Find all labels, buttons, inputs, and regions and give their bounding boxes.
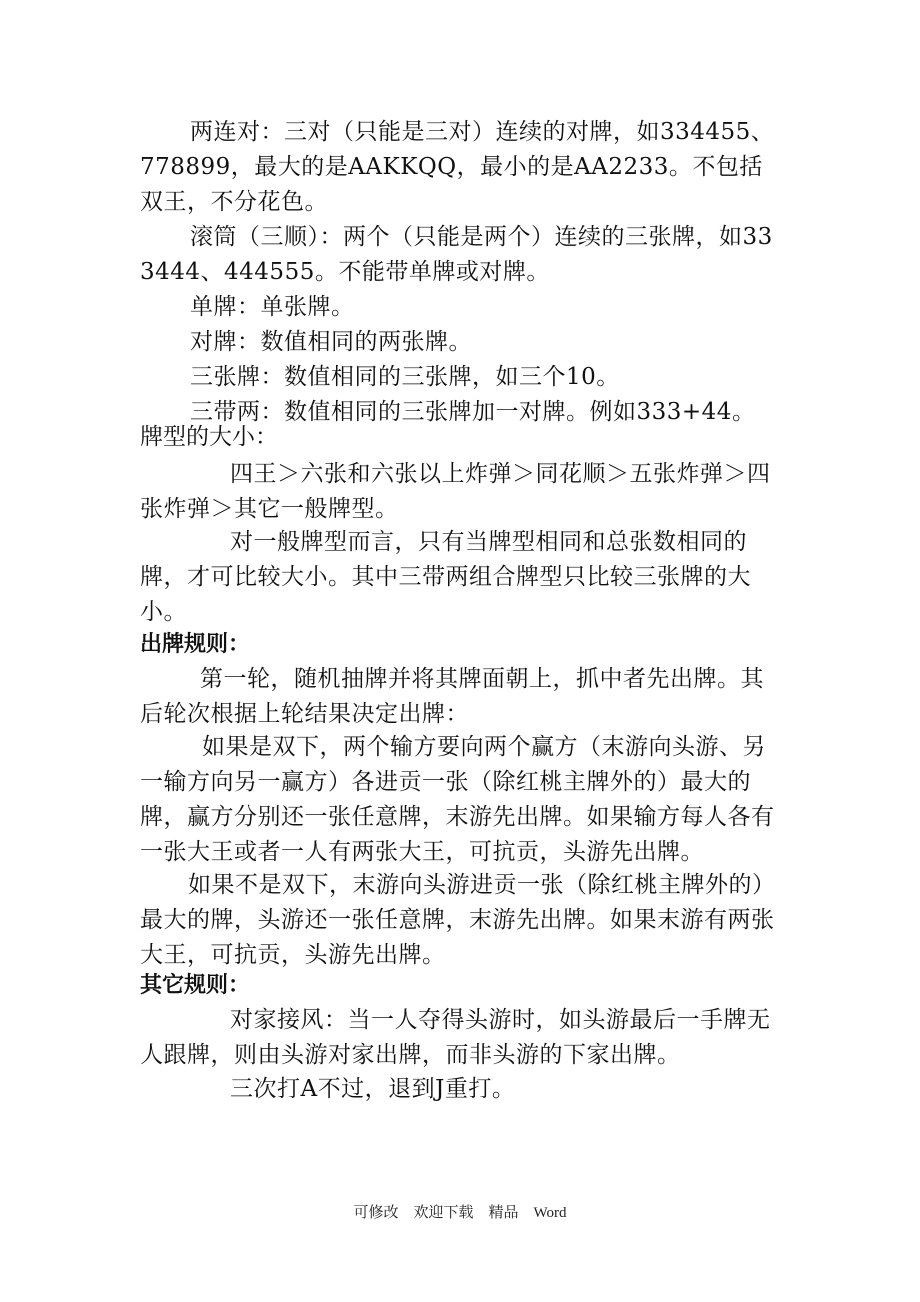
paragraph-pair: 对牌：数值相同的两张牌。 — [190, 329, 472, 355]
paragraph-two-consecutive-pairs: 两连对：三对（只能是三对）连续的对牌，如334455、778899，最大的是AAKKQQ，最小的是AA2233。不包括双王，不分花色。 — [140, 119, 775, 215]
subheading-hand-ranking: 牌型的大小： — [140, 424, 278, 450]
paragraph-ace-rule: 三次打A不过，退到J重打。 — [230, 1076, 516, 1102]
page-footer: 可修改 欢迎下载 精品 Word — [353, 1205, 567, 1221]
paragraph-single-card: 单牌：单张牌。 — [190, 294, 355, 320]
paragraph-single-loss-tribute: 如果不是双下，末游向头游进贡一张（除红桃主牌外的）最大的牌，头游还一张任意牌，末游先出牌。如果末游有两张大王，可抗贡，头游先出牌。 — [140, 872, 776, 968]
paragraph-general-comparison: 对一般牌型而言，只有当牌型相同和总张数相同的牌，才可比较大小。其中三带两组合牌型只比较三张牌的大小。 — [140, 529, 751, 625]
section-heading-other-rules: 其它规则： — [140, 973, 251, 998]
paragraph-first-round: 第一轮，随机抽牌并将其牌面朝上，抓中者先出牌。其后轮次根据上轮结果决定出牌： — [140, 666, 764, 727]
section-heading-play-rules: 出牌规则： — [140, 632, 251, 657]
paragraph-three-of-a-kind: 三张牌：数值相同的三张牌，如三个10。 — [190, 364, 620, 390]
paragraph-triple-sequence: 滚筒（三顺）：两个（只能是两个）连续的三张牌，如333444、444555。不能带单牌或对牌。 — [140, 224, 773, 285]
paragraph-partner-takes-lead: 对家接风：当一人夺得头游时，如头游最后一手牌无人跟牌，则由头游对家出牌，而非头游的下家出牌。 — [140, 1007, 771, 1068]
paragraph-hand-ranking-order: 四王＞六张和六张以上炸弹＞同花顺＞五张炸弹＞四张炸弹＞其它一般牌型。 — [140, 461, 771, 522]
paragraph-double-loss-tribute: 如果是双下，两个输方要向两个赢方（末游向头游、另一输方向另一赢方）各进贡一张（除红桃主牌外的）最大的牌，赢方分别还一张任意牌，末游先出牌。如果输方每人各有一张大王或者一人有两张大王，可抗贡，头游先出牌。 — [140, 734, 775, 865]
paragraph-full-house: 三带两：数值相同的三张牌加一对牌。例如333+44。 — [190, 399, 756, 425]
